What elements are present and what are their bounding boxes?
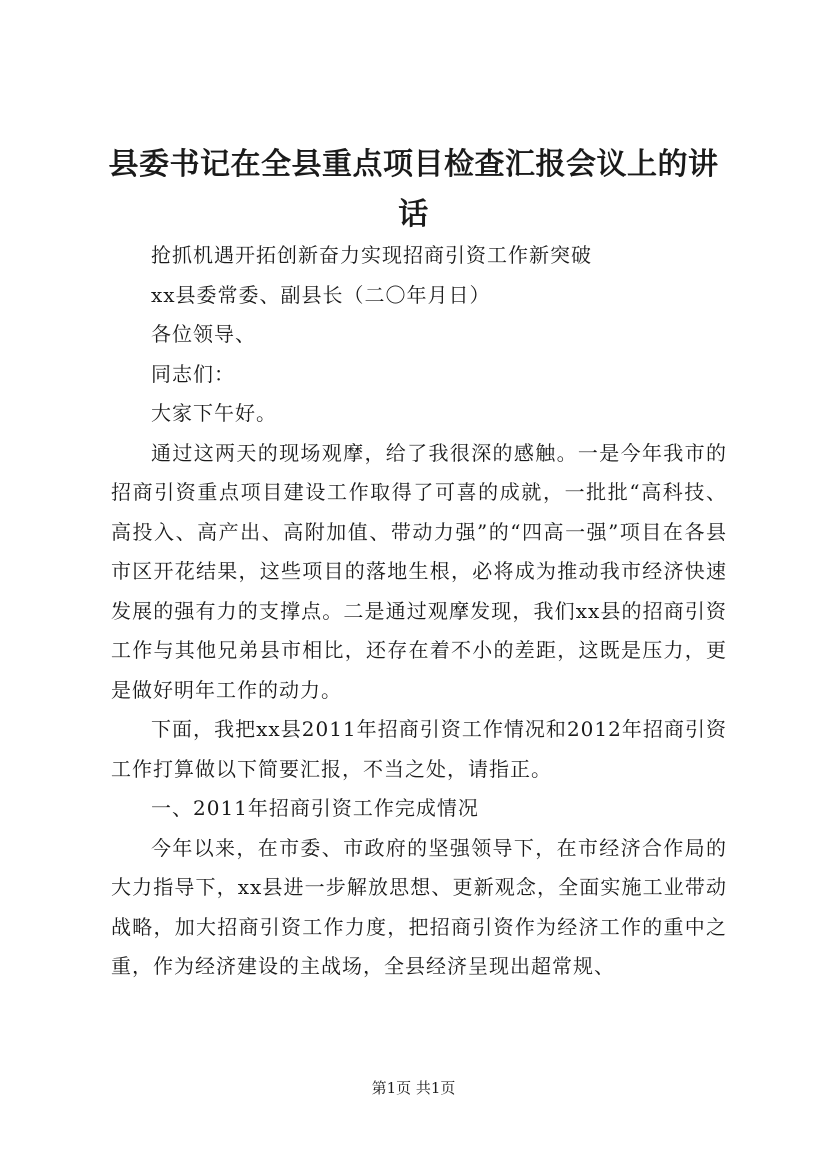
salutation-line: 各位领导、 (151, 322, 256, 346)
body-paragraph: 通过这两天的现场观摩，给了我很深的感触。一是今年我市的招商引资重点项目建设工作取得了可喜的成就，一批批“高科技、高投入、高产出、高附加值、带动力强”的“四高一强”项目在各县市区开花结果，这些项目的落地生根，必将成为推动我市经济快速发展的强有力的支撑点。二是通过观摩发现，我们xx县的招商引资工作与其他兄弟县市相比，还存在着不小的差距，这既是压力，更是做好明年工作的动力。 (111, 440, 727, 702)
section-heading: 一、2011年招商引资工作完成情况 (151, 796, 479, 820)
body-paragraph: 今年以来，在市委、市政府的坚强领导下，在市经济合作局的大力指导下，xx县进一步解放思想、更新观念，全面实施工业带动战略，加大招商引资工作力度，把招商引资作为经济工作的重中之重，作为经济建设的主战场，全县经济呈现出超常规、 (111, 835, 727, 978)
salutation-line: 同志们： (151, 361, 235, 386)
document-title: 县委书记在全县重点项目检查汇报会议上的讲话 (108, 147, 719, 232)
speaker-line: xx县委常委、副县长（二〇年月日） (151, 282, 491, 307)
subtitle-paragraph: 抢抓机遇开拓创新奋力实现招商引资工作新突破 (151, 243, 592, 267)
body-paragraph: 下面，我把xx县2011年招商引资工作情况和2012年招商引资工作打算做以下简要汇报，不当之处，请指正。 (111, 717, 727, 781)
page-number-footer: 第1页 共1页 (371, 1079, 456, 1097)
document-body (111, 236, 727, 987)
greeting-line: 大家下午好。 (151, 401, 277, 425)
